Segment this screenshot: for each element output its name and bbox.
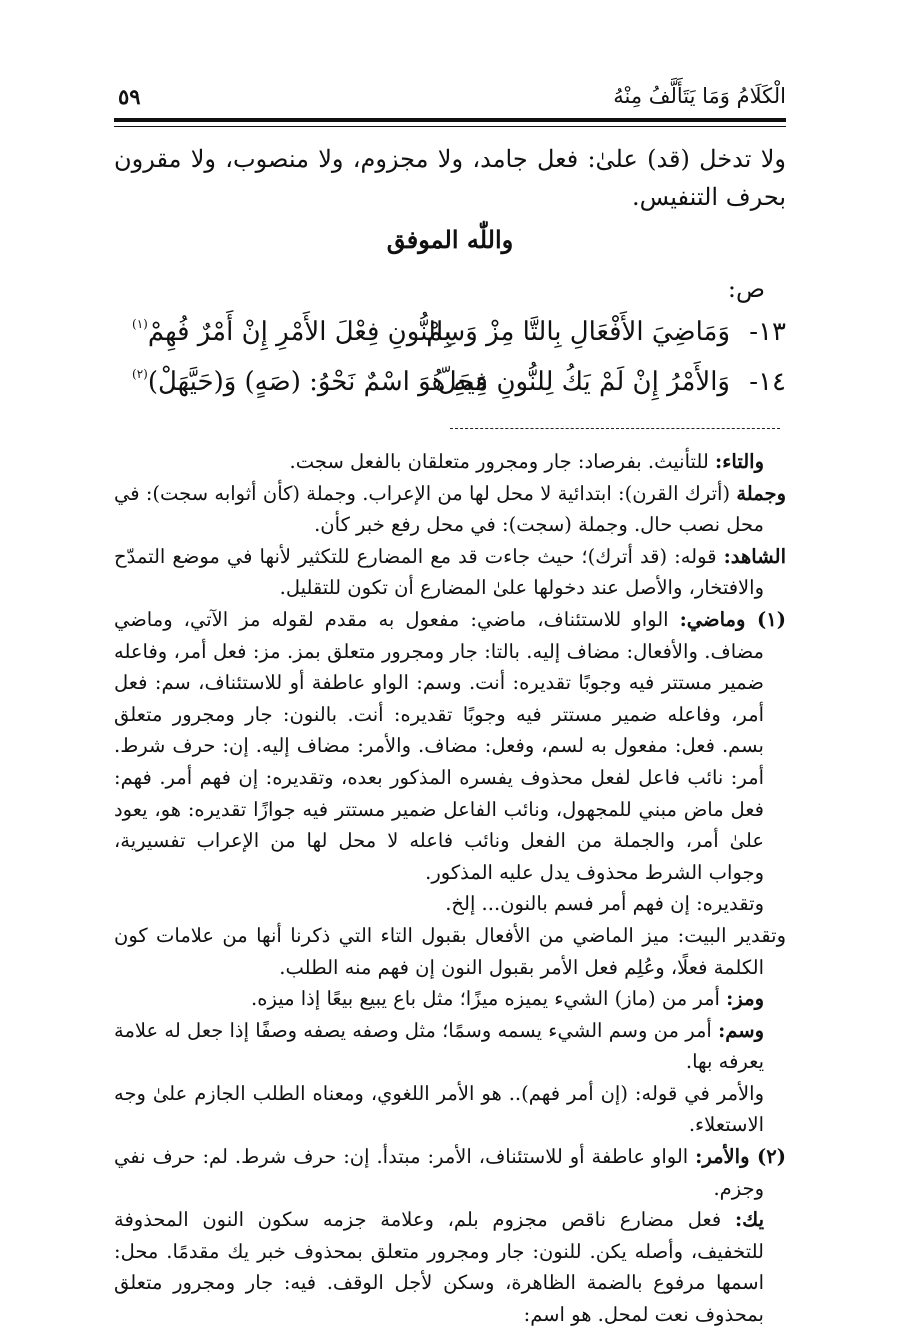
term: الشاهد: [723, 544, 786, 568]
footnote-separator [450, 428, 780, 429]
term: (١) وماضي: [679, 607, 787, 631]
page-number: ٥٩ [118, 84, 141, 109]
term: والتاء: [715, 450, 764, 473]
footnote-line [114, 478, 786, 541]
footnote-line [114, 1015, 786, 1078]
note-text: الواو عاطفة أو للاستئناف، الأمر: مبتدأ. إن: حرف شرط. لم: حرف نفي وجزم. [114, 1145, 764, 1200]
page-header [114, 84, 786, 114]
verse-hemistich-second-text: بِالنُّونِ فِعْلَ الأَمْرِ إِنْ أَمْرٌ فُهِمْ [147, 317, 452, 347]
verse-number: ١٣- [749, 317, 786, 347]
term: (٢) والأمر: [695, 1145, 786, 1169]
verse-hemistich-second [132, 367, 488, 397]
text-label: ص: [727, 275, 765, 303]
header-rule-thick [114, 118, 786, 122]
main-paragraph: ولا تدخل (قد) علىٰ: فعل جامد، ولا مجزوم، ولا منصوب، ولا مقرون بحرف التنفيس. [114, 145, 786, 211]
verse-hemistich-first: وَالأَمْرُ إِنْ لَمْ يَكُ لِلنُّونِ مَحَلّ [437, 367, 730, 397]
header-rule-thin [114, 126, 786, 127]
note-text: فعل مضارع ناقص مجزوم بلم، وعلامة جزمه سكون النون المحذوفة للتخفيف، وأصله يكن. للنون: جار ومجرور متعلق بمحذوف خبر يك مقدمًا. محل: اسمها مرفوع بالضمة الظاهرة، وسكن لأجل الوقف. فيه: جار ومجرور متعلق بمحذوف نعت لمحل. هو اسم: [114, 1208, 764, 1327]
verse-number: ١٤- [749, 367, 786, 397]
verse-hemistich-second [132, 317, 451, 347]
verse-hemistich-second-text: فِيهِ هُوَ اسْمٌ نَحْوُ: (صَهٍ) وَ(حَيَّهَلْ) [147, 367, 488, 397]
closing-phrase: واللّٰه الموفق [386, 225, 514, 254]
note-text: وتقديره: إن فهم أمر فسم بالنون... إلخ. [445, 892, 764, 916]
term: وجملة [736, 481, 786, 505]
term: وسم: [718, 1018, 764, 1042]
footnote-1 [114, 604, 786, 888]
footnote-line [114, 1078, 786, 1141]
note-text: الواو للاستئناف، ماضي: مفعول به مقدم لقوله مز الآتي، وماضي مضاف. والأفعال: مضاف إليه. بالتا: جار ومجرور متعلق بمز. مز: فعل أمر، وفاعله ضمير مستتر فيه وجوبًا تقديره: أنت. وسم: الواو عاطفة أو للاستئناف، سم: فعل أمر، وفاعله ضمير مستتر فيه وجوبًا تقديره: أنت. بالنون: جار ومجرور متعلق بسم. فعل: مفعول به لسم، وفعل: مضاف. والأمر: مضاف إليه. إن: حرف شرط. أمر: نائب فاعل لفعل محذوف يفسره المذكور بعده، وتقديره: إن فهم أمر. فهم: فعل ماض مبني للمجهول، ونائب الفاعل ضمير مستتر فيه جوازًا تقديره: هو، يعود علىٰ أمر، والجملة من الفعل ونائب فاعله لا محل لها من الإعراب تفسيرية، وجواب الشرط محذوف يدل عليه المذكور. [114, 607, 764, 884]
note-text: أمر من وسم الشيء يسمه وسمًا؛ مثل وصفه يصفه وصفًا إذا جعل له علامة يعرفه بها. [114, 1018, 764, 1074]
note-text: للتأنيث. بفرصاد: جار ومجرور متعلقان بالفعل سجت. [289, 450, 716, 473]
footnote-line [114, 983, 786, 1015]
footnote-2 [114, 1141, 786, 1204]
footnote-line [114, 920, 786, 983]
verse-14 [114, 367, 786, 411]
note-text: أمر من (ماز) الشيء يميزه ميزًا؛ مثل باع يبيع بيعًا إذا ميزه. [251, 987, 727, 1011]
note-text: والأمر في قوله: (إن أمر فهم).. هو الأمر اللغوي، ومعناه الطلب الجازم علىٰ وجه الاستعلاء. [114, 1081, 764, 1137]
footnote-line [114, 888, 786, 920]
verse-hemistich-first: وَمَاضِيَ الأَفْعَالِ بِالتَّا مِزْ وَسِمْ [426, 317, 730, 347]
footnote-ref[interactable]: (٢) [132, 367, 148, 381]
note-text: وتقدير البيت: ميز الماضي من الأفعال بقبول التاء التي ذكرنا أنها من علامات كون الكلمة فعلًا، وعُلِم فعل الأمر بقبول النون إن فهم منه الطلب. [114, 923, 786, 979]
footnote-ref[interactable]: (١) [132, 317, 148, 331]
note-text: (أترك القرن): ابتدائية لا محل لها من الإعراب. وجملة (كأن أثوابه سجت): في محل نصب حال. وجملة (سجت): في محل رفع خبر كأن. [114, 481, 764, 537]
footnote-line [114, 541, 786, 604]
term: يك: [734, 1208, 764, 1232]
running-title: الْكَلَامُ وَمَا يَتَأَلَّفُ مِنْهُ [613, 84, 786, 108]
verse-13 [114, 317, 786, 361]
term: ومز: [726, 987, 764, 1011]
footnote-line [114, 446, 786, 478]
footnote-line [114, 1204, 786, 1330]
footnotes [114, 446, 786, 1331]
note-text: قوله: (قد أترك)؛ حيث جاءت قد مع المضارع للتكثير لأنها في موضع التمدّح والافتخار، والأصل عند دخولها علىٰ المضارع أن تكون للتقليل. [114, 544, 764, 600]
